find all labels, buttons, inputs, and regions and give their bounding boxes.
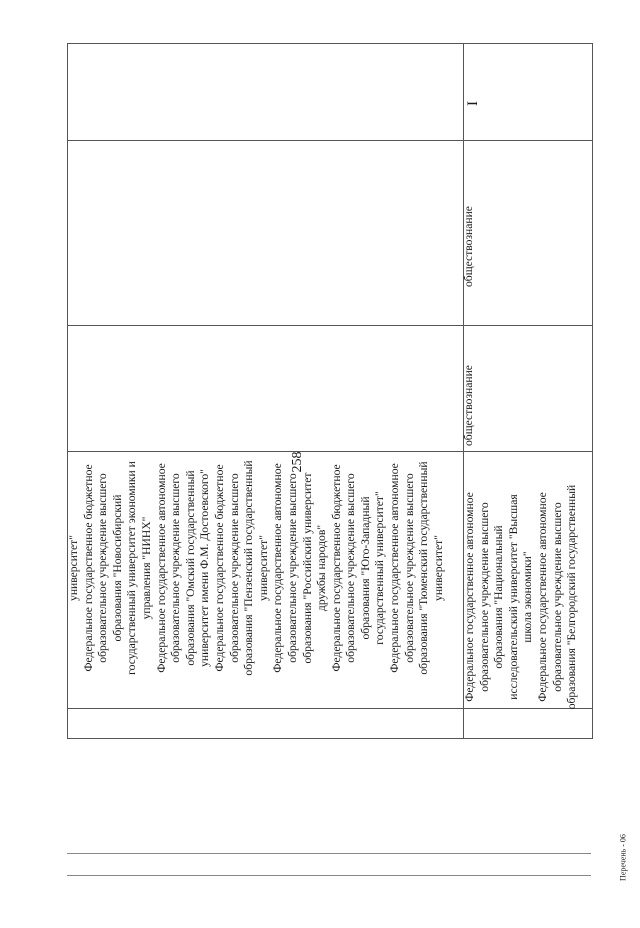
row1-organizations-list [67,443,446,693]
organization-line: государственный университет" [373,491,387,645]
organization-line: образовательное учреждение высшего [227,473,241,663]
organization-line: образовательное учреждение высшего [344,473,358,663]
left-margin-rule-2 [67,875,591,876]
row2-organizations-list [463,457,580,737]
organization-line: университет" [431,535,445,601]
organization-line: Федеральное государственное автономное [388,463,402,673]
organization-line: университет имени Ф.М. Достоевского" [198,469,212,667]
row2-subject: обществознание [462,365,475,446]
organization-line: образования "Тюменский государственный [417,461,431,675]
organization-line: Федеральное государственное автономное [271,463,285,673]
organization-line: Федеральное государственное бюджетное [81,464,95,672]
organization-line: образования "Пензенский государственный [242,460,256,676]
organization-line: исследовательский университет "Высшая [506,494,520,700]
organization-line: образования "Омский государственный [183,470,197,666]
column-divider-2 [68,325,592,326]
organization-line: образования "Новосибирский [110,494,124,642]
organization-line: Федеральное государственное автономное [535,492,549,702]
organization-line: государственный университет экономики и [125,461,139,675]
organization-line: образования "Национальный [492,525,506,669]
organization-line: образовательное учреждение высшего [402,473,416,663]
row2-organizations-cell [463,457,583,737]
row2-level: I [465,101,481,106]
organization-line: образования "Юго-Западный [358,496,372,640]
organization-line: дружбы народов" [315,524,329,612]
row1-organizations-cell [67,443,447,693]
organization-line: образования "Российский университет [300,472,314,664]
organization-line: университет" [67,535,80,601]
row2-subject-cell [462,326,478,446]
organization-line: Федеральное государственное бюджетное [329,464,343,672]
organization-line: Федеральное государственное автономное [154,463,168,673]
left-margin-rule-1 [67,853,591,854]
organization-line: образовательное учреждение высшего [477,502,491,692]
organization-line: школа экономики" [521,551,535,643]
row2-level-cell [465,76,481,106]
organization-line: Федеральное государственное автономное [463,492,476,702]
organization-line: образовательное учреждение высшего [550,502,564,692]
organization-line: Федеральное государственное бюджетное [212,464,226,672]
organization-line: образования "Белгородский государственный [565,484,579,710]
page-number: 258 [290,451,305,473]
organization-line: образовательное учреждение высшего [285,473,299,663]
organization-line: образовательное учреждение высшего [169,473,183,663]
row2-profile-cell [462,147,478,287]
organization-line: образовательное учреждение высшего [96,473,110,663]
column-divider-1 [68,140,592,141]
row2-profile: обществознание [462,206,475,287]
organization-line: управления "НИНХ" [139,516,153,620]
footer-text: Перечень - 06 [618,834,628,881]
organization-line: университет" [256,535,270,601]
